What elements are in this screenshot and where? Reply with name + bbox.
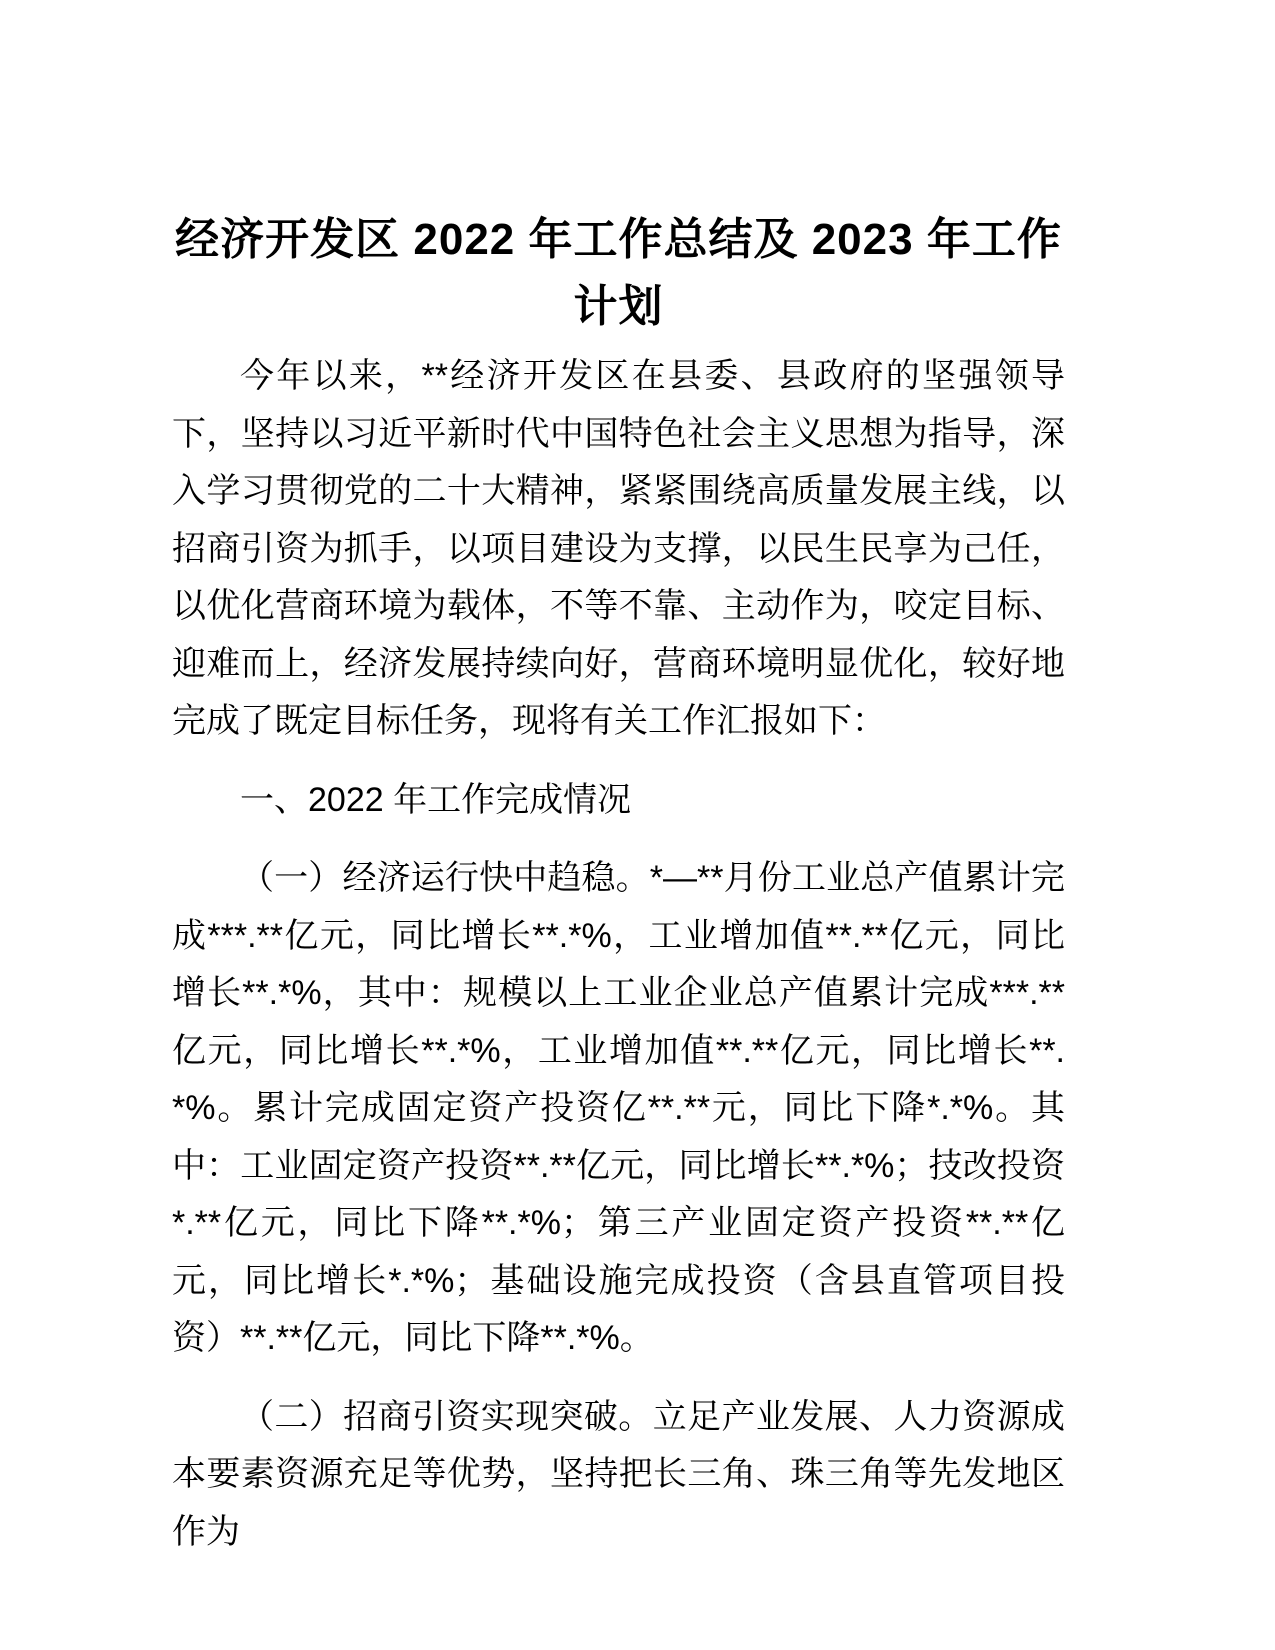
document-title: 经济开发区 2022 年工作总结及 2023 年工作计划 — [175, 215, 1062, 331]
intro-paragraph: 今年以来，**经济开发区在县委、县政府的坚强领导下，坚持以习近平新时代中国特色社会主义思想为指导，深入学习贯彻党的二十大精神，紧紧围绕高质量发展主线，以招商引资为抓手，以项目建设为支撑，以民生民享为己任，以优化营商环境为载体，不等不靠、主动作为，咬定目标、迎难而上，经济发展持续向好，营商环境明显优化，较好地完成了既定目标任务，现将有关工作汇报如下： — [172, 357, 1065, 740]
section-1-paragraph-2: （二）招商引资实现突破。立足产业发展、人力资源成本要素资源充足等优势，坚持把长三角、珠三角等先发地区作为 — [172, 1397, 1065, 1551]
section-1-paragraph-1: （一）经济运行快中趋稳。*—**月份工业总产值累计完成***.**亿元，同比增长**.*%，工业增加值**.**亿元，同比增长**.*%，其中：规模以上工业企业总产值累计完成***.**亿元，同比增长**.*%，工业增加值**.**亿元，同比增长**.*%。累计完成固定资产投资亿**.**元，同比下降*.*%。其中：工业固定资产投资**.**亿元，同比增长**.*%；技改投资*.**亿元，同比下降**.*%；第三产业固定资产投资**.**亿元，同比增长*.*%；基础设施完成投资（含县直管项目投资）**.**亿元，同比下降**.*%。 — [172, 859, 1065, 1357]
section-1-heading: 一、2022 年工作完成情况 — [240, 780, 632, 819]
